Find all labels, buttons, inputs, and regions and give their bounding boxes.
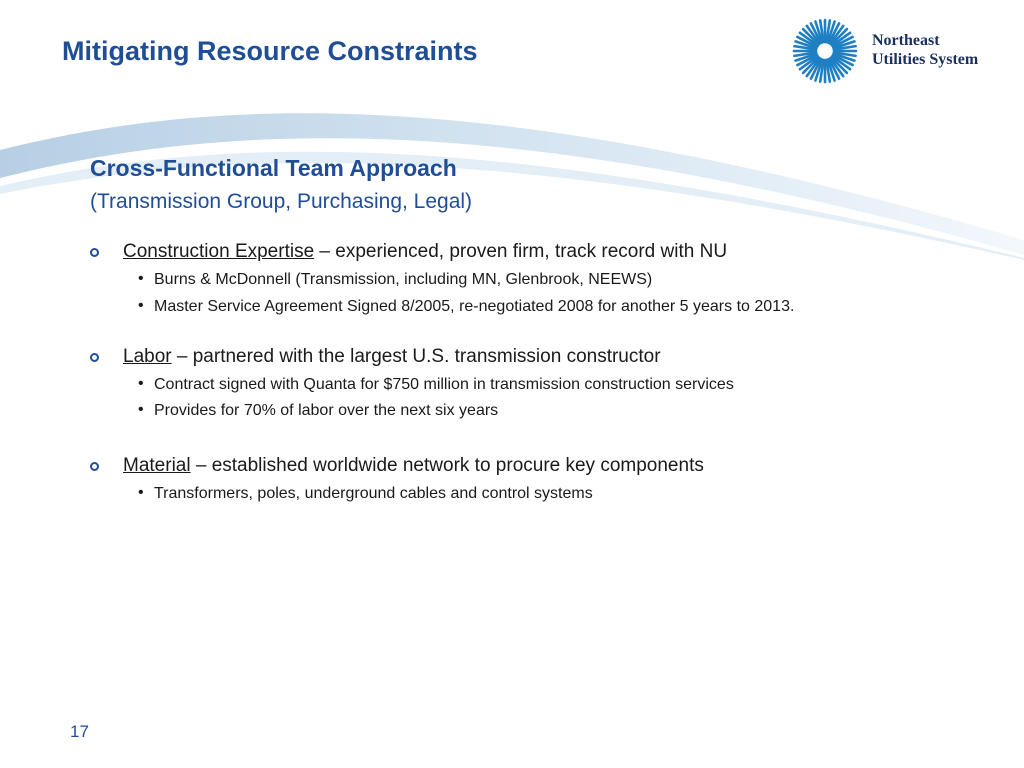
logo-line-2: Utilities System xyxy=(872,51,979,68)
subbullet-text: Transformers, poles, underground cables and control systems xyxy=(154,485,593,502)
section-heading: Cross-Functional Team Approach xyxy=(90,155,457,181)
subbullet xyxy=(138,375,908,394)
subbullet xyxy=(138,270,908,289)
bullet-text: – experienced, proven firm, track record with NU xyxy=(314,241,728,262)
dot-bullet-icon: • xyxy=(138,270,144,287)
logo-text xyxy=(872,31,978,69)
dot-bullet-icon: • xyxy=(138,484,144,501)
subbullet xyxy=(138,297,908,316)
company-logo xyxy=(792,16,1012,86)
section-subheading: (Transmission Group, Purchasing, Legal) xyxy=(90,190,473,213)
dot-bullet-icon: • xyxy=(138,375,144,392)
bullet-lead: Construction Expertise xyxy=(123,241,315,262)
dot-bullet-icon: • xyxy=(138,297,144,314)
subbullet xyxy=(138,484,908,503)
bullet-lead: Material xyxy=(123,455,191,476)
subbullet-text: Provides for 70% of labor over the next six years xyxy=(154,402,499,419)
logo-line-1: Northeast xyxy=(872,32,940,49)
bullet-lead: Labor xyxy=(123,346,172,367)
circle-bullet-icon xyxy=(90,248,99,257)
subbullet-text: Contract signed with Quanta for $750 million in transmission construction services xyxy=(154,376,734,393)
bullet-text: – established worldwide network to procure key components xyxy=(190,455,704,476)
subbullet xyxy=(138,401,908,420)
dot-bullet-icon: • xyxy=(138,401,144,418)
slide-title: Mitigating Resource Constraints xyxy=(62,36,478,66)
bullet-text: – partnered with the largest U.S. transmission constructor xyxy=(171,346,661,367)
sunburst-logo-icon xyxy=(792,16,862,86)
subbullet-text: Master Service Agreement Signed 8/2005, re-negotiated 2008 for another 5 years to 2013. xyxy=(154,298,795,315)
subbullet-text: Burns & McDonnell (Transmission, including MN, Glenbrook, NEEWS) xyxy=(154,271,653,288)
circle-bullet-icon xyxy=(90,462,99,471)
circle-bullet-icon xyxy=(90,353,99,362)
page-number: 17 xyxy=(70,722,89,741)
